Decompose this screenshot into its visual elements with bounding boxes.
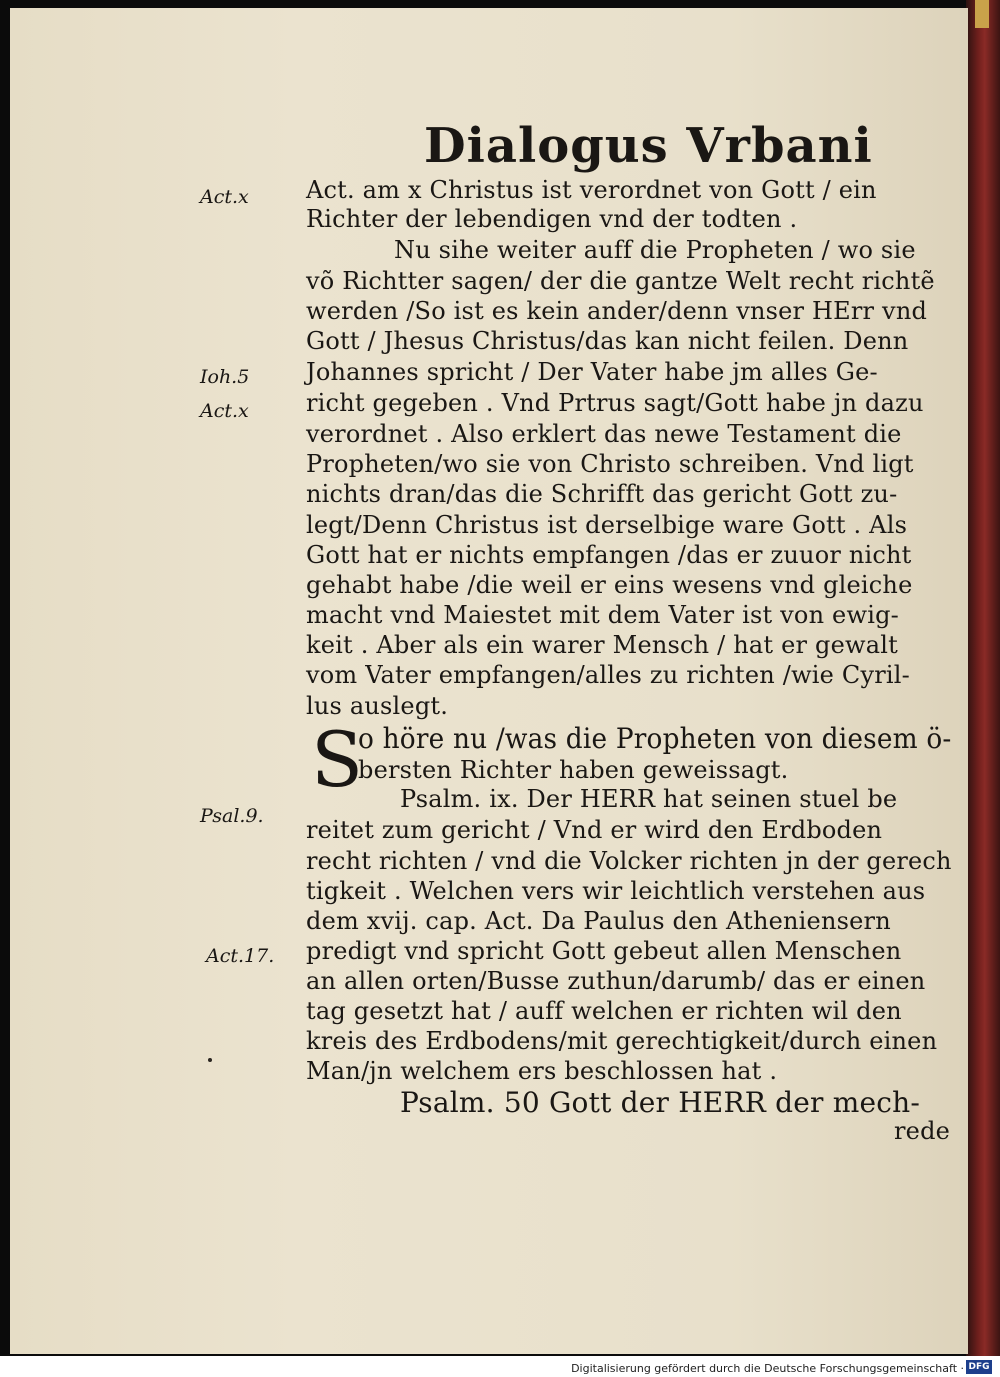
text-line: nichts dran/das die Schrifft das gericht Gott zu- [306,480,898,508]
text-line: Richter der lebendigen vnd der todten . [306,205,798,233]
ink-speck [208,1058,212,1062]
text-line: Psalm. ix. Der HERR hat seinen stuel be [400,785,898,813]
margin-note: Act.x [200,186,249,208]
text-line: Johannes spricht / Der Vater habe jm alles Ge- [306,358,878,386]
text-line: verordnet . Also erklert das newe Testament die [306,420,902,448]
text-line: werden /So ist es kein ander/denn vnser HErr vnd [306,297,928,325]
text-line: macht vnd Maiestet mit dem Vater ist von ewig- [306,601,899,629]
text-line: richt gegeben . Vnd Prtrus sagt/Gott habe jn dazu [306,389,924,417]
text-line: keit . Aber als ein warer Mensch / hat er gewalt [306,631,898,659]
text-line: gehabt habe /die weil er eins wesens vnd gleiche [306,571,913,599]
text-line: kreis des Erdbodens/mit gerechtigkeit/durch einen [306,1027,938,1055]
margin-note: Act.x [200,400,249,422]
text-line: predigt vnd spricht Gott gebeut allen Menschen [306,937,902,965]
text-line: Gott hat er nichts empfangen /das er zuuor nicht [306,541,912,569]
margin-note: Ioh.5 [200,366,250,388]
text-line: Nu sihe weiter auff die Propheten / wo sie [394,236,916,264]
text-line: Psalm. 50 Gott der HERR der mech- [400,1086,920,1119]
text-line: legt/Denn Christus ist derselbige ware Gott . Als [306,511,908,539]
text-line: an allen orten/Busse zuthun/darumb/ das er einen [306,967,926,995]
text-line: vom Vater empfangen/alles zu richten /wie Cyril- [306,661,910,689]
text-line: tigkeit . Welchen vers wir leichtlich verstehen aus [306,877,926,905]
catchword: rede [894,1117,951,1145]
book-spine-edge [966,0,1000,1356]
text-line: bersten Richter haben geweissagt. [358,756,789,784]
text-line: Man/jn welchem ers beschlossen hat . [306,1057,778,1085]
text-line: võ Richtter sagen/ der die gantze Welt recht richtẽ [306,267,935,295]
margin-note: Act.17. [206,945,275,967]
text-line: reitet zum gericht / Vnd er wird den Erdboden [306,816,883,844]
spine-marker [975,0,989,28]
text-line: dem xvij. cap. Act. Da Paulus den Atheniensern [306,907,891,935]
text-line: Act. am x Christus ist verordnet von Gott / ein [306,176,877,204]
margin-note: Psal.9. [200,805,264,827]
text-line: tag gesetzt hat / auff welchen er richten wil den [306,997,902,1025]
text-line: o höre nu /was die Propheten von diesem ö- [358,722,952,755]
drop-cap: S [311,715,364,804]
dfg-logo: DFG [966,1360,992,1374]
text-line: Propheten/wo sie von Christo schreiben. Vnd ligt [306,450,914,478]
text-line: recht richten / vnd die Volcker richten jn der gerech [306,847,952,875]
text-line: Gott / Jhesus Christus/das kan nicht feilen. Denn [306,327,909,355]
text-line: lus auslegt. [306,692,449,720]
digitization-credit: Digitalisierung gefördert durch die Deutsche Forschungsgemeinschaft · [571,1362,964,1375]
page-heading: Dialogus Vrbani [424,118,873,174]
